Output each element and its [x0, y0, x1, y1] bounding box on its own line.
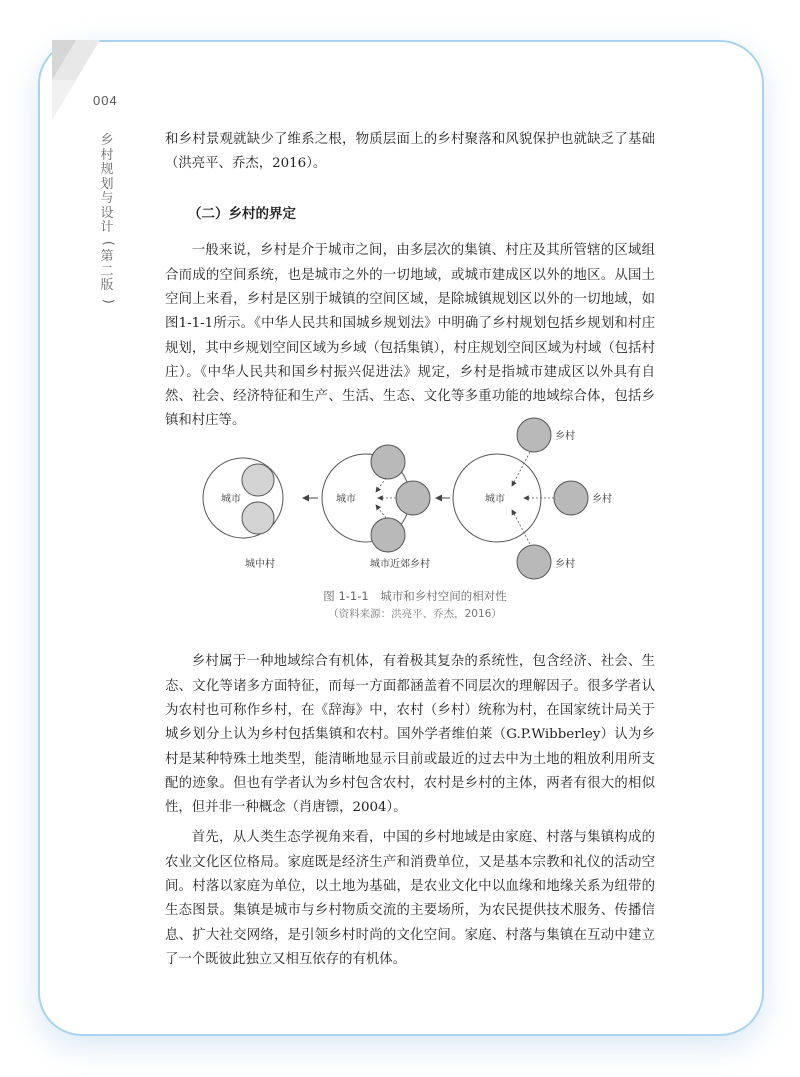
paragraph-rural-organism: 乡村属于一种地域综合有机体，有着极其复杂的系统性，包含经济、社会、生态、文化等诸多方面特征，而每一方面都涵盖着不同层次的理解因子。很多学者认为农村也可称作乡村，在《辞海》中，农村（乡村）统称为村，在国家统计局关于城乡划分上认为乡村包括集镇和农村。国外学者维伯莱（G.P.Wibberley）认为乡村是某种特殊土地类型，能清晰地显示目前或最近的过去中为土地的粗放利用所支配的迹象。但也有学者认为乡村包含农村，农村是乡村的主体，两者有很大的相似性，但并非一种概念（肖唐镖，2004）。	[165, 654, 655, 816]
running-title-char: 版	[100, 278, 114, 293]
running-title-char: 二	[100, 263, 114, 279]
village-circle-left-top	[242, 464, 274, 496]
village-circle-right-top	[517, 418, 551, 452]
figure-city-village-relativity	[200, 410, 630, 590]
corner-decoration	[52, 40, 100, 120]
village-circle-mid-top	[371, 445, 405, 479]
running-title-char: 与	[100, 191, 114, 206]
village-circle-right-right	[554, 481, 588, 515]
label-village-right: 乡村	[592, 494, 612, 505]
running-title-char: 村	[100, 147, 114, 163]
section-heading: （二）乡村的界定	[188, 206, 296, 222]
running-title-char: 划	[100, 176, 114, 192]
running-title-char: 乡	[100, 133, 114, 148]
label-village-bottom: 乡村	[555, 559, 575, 570]
running-title-char: 第	[100, 249, 114, 264]
figure-caption: 图 1-1-1 城市和乡村空间的相对性	[323, 589, 507, 603]
paragraph-human-ecology: 首先，从人类生态学视角来看，中国的乡村地域是由家庭、村落与集镇构成的农业文化区位格局。家庭既是经济生产和消费单位，又是基本宗教和礼仪的活动空间。村落以家庭为单位，以土地为基础，是农业文化中以血缘和地缘关系为纽带的生态图景。集镇是城市与乡村物质交流的主要场所，为农民提供技术服务、传播信息、扩大社交网络，是引领乡村时尚的文化空间。家庭、村落与集镇在互动中建立了一个既彼此独立又相互依存的有机体。	[165, 830, 655, 967]
page-number: 004	[93, 93, 118, 108]
label-caption-left: 城中村	[245, 559, 275, 570]
village-circle-left-bottom	[242, 502, 274, 534]
top-paragraph: 和乡村景观就缺少了维系之根，物质层面上的乡村聚落和风貌保护也就缺乏了基础（洪亮平、乔杰，2016）。	[165, 132, 655, 171]
village-circle-mid-right	[396, 481, 430, 515]
paragraph-definition: 一般来说，乡村是介于城市之间，由多层次的集镇、村庄及其所管辖的区域组合而成的空间系统，也是城市之外的一切地域，或城市建成区以外的地区。从国土空间上来看，乡村是区别于城镇的空间区域，是除城镇规划区以外的一切地域，如图1-1-1所示。《中华人民共和国城乡规划法》中明确了乡村规划包括乡规划和村庄规划，其中乡规划空间区域为乡域（包括集镇），村庄规划空间区域为村域（包括村庄）。《中华人民共和国乡村振兴促进法》规定，乡村是指城市建成区以外具有自然、社会、经济特征和生产、生活、生态、文化等多重功能的地域综合体，包括乡镇和村庄等。	[165, 243, 655, 429]
label-caption-mid: 城市近郊乡村	[370, 559, 430, 570]
running-title-char: 计	[100, 220, 114, 235]
running-title-char: 设	[100, 205, 114, 221]
running-book-title	[99, 134, 115, 308]
label-city-right: 城市	[485, 494, 505, 505]
village-circle-mid-bottom	[371, 518, 405, 552]
running-title-char: 规	[100, 162, 114, 177]
running-title-char: (	[100, 240, 116, 246]
village-circle-right-bottom	[517, 545, 551, 579]
running-title-char: )	[100, 298, 116, 304]
label-city-left: 城市	[221, 494, 241, 505]
label-village-top: 乡村	[555, 431, 575, 442]
label-city-mid: 城市	[336, 494, 356, 505]
figure-diagram	[200, 410, 630, 590]
figure-source: （资料来源：洪亮平、乔杰，2016）	[328, 608, 502, 620]
